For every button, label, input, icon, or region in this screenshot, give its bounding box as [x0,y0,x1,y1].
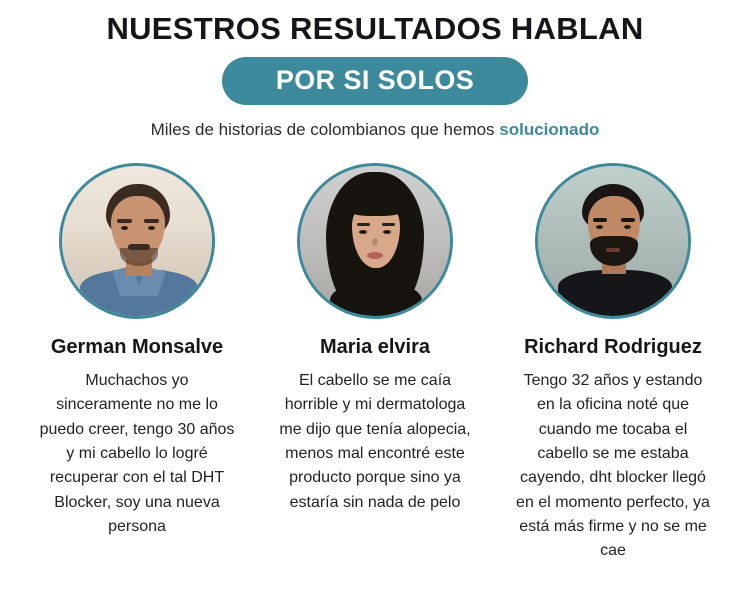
subheadline-text: Miles de historias de colombianos que hemos [150,120,500,140]
page-title: NUESTROS RESULTADOS HABLAN [106,11,644,46]
testimonial-card [507,163,719,564]
portrait-german-monsalve [62,166,212,316]
testimonial-name: Richard Rodriguez [524,336,702,359]
subheadline-accent: solucionado [499,120,600,140]
subheadline [20,119,730,141]
testimonial-quote: El cabello se me caía horrible y mi dermatologa me dijo que tenía alopecia, menos mal encontré este producto porque sino ya estaría sin nada de pelo [279,372,471,511]
banner-pill: POR SI SOLOS [222,57,528,105]
testimonial-quote: Tengo 32 años y estando en la oficina noté que cuando me tocaba el cabello se me estaba cayendo, dht blocker llegó en el momento perfecto, ya está más firme y no se me cae [516,372,710,560]
testimonial-quote: Muchachos yo sinceramente no me lo puedo creer, tengo 30 años y mi cabello lo logré recuperar con el tal DHT Blocker, soy una nueva persona [39,372,235,536]
testimonial-list [20,163,730,564]
testimonial-name: German Monsalve [50,336,224,359]
testimonial-name: Maria elvira [319,336,431,359]
portrait-maria-elvira [300,166,450,316]
testimonial-card [269,163,481,515]
testimonial-card [31,163,243,539]
portrait-richard-rodriguez [538,166,688,316]
avatar [535,163,691,319]
avatar [59,163,215,319]
avatar [297,163,453,319]
banner-row [20,57,730,105]
